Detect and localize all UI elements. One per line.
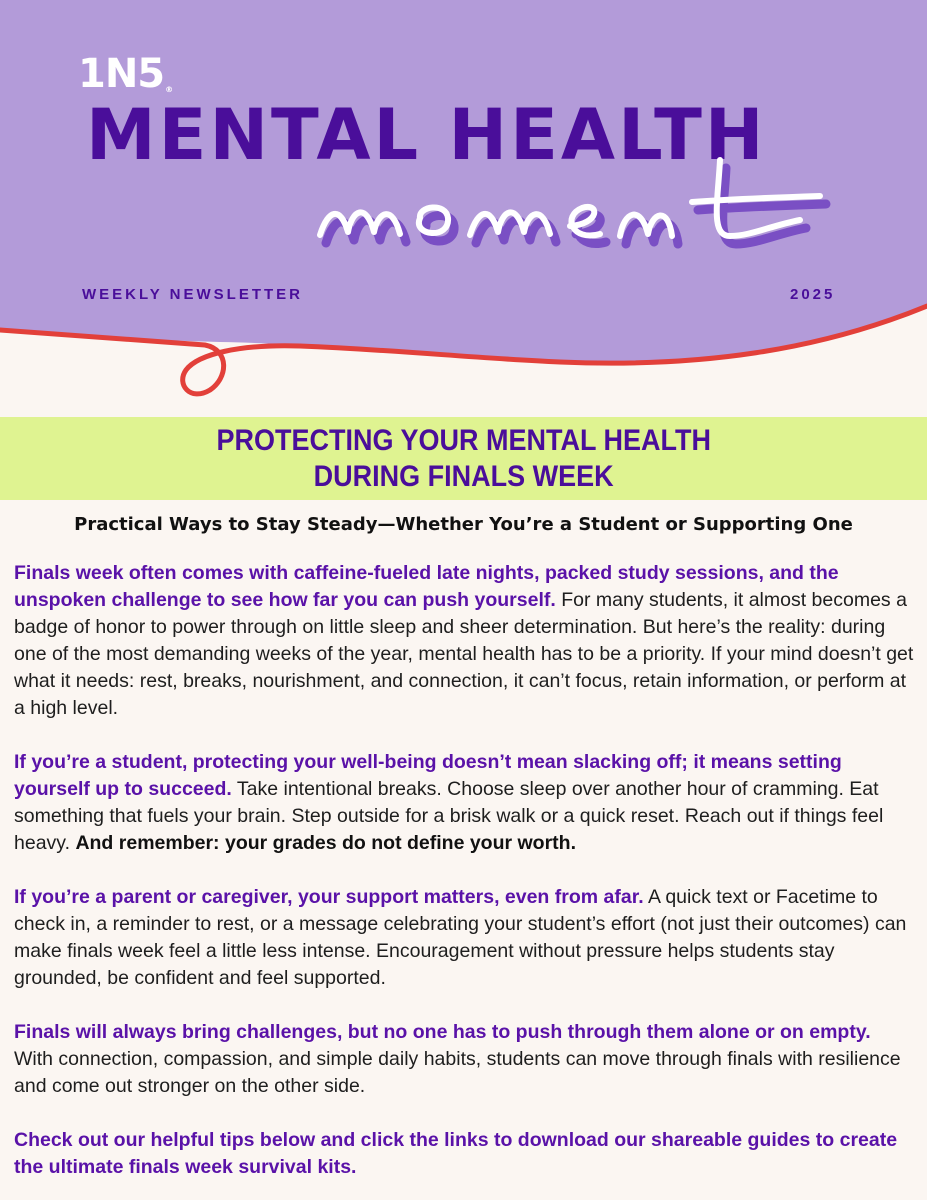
headline-banner	[0, 417, 927, 500]
paragraph-body: For many students, it almost becomes a badge of honor to power through on little sleep and sheer determination. But here’s the reality: during one of the most demanding weeks of the year, mental health has to be a priority. If your mind doesn’t get what it needs: rest, breaks, nourishment, and connection, it can’t focus, retain information, or perform at a high level.	[14, 589, 914, 719]
headline-line-1: PROTECTING YOUR MENTAL HEALTH	[216, 423, 711, 457]
paragraph-body: With connection, compassion, and simple daily habits, students can move through finals with resilience and come out stronger on the other side.	[14, 1048, 901, 1097]
masthead-title: MENTAL HEALTH	[86, 94, 767, 176]
article-subtitle: Practical Ways to Stay Steady—Whether You’re a Student or Supporting One	[74, 514, 853, 535]
paragraph-body: A quick text or Facetime to check in, a reminder to rest, or a message celebrating your student’s effort (not just their outcomes) can make finals week feel a little less intense. Encouragement without pressure helps students stay grounded, be confident and feel supported.	[14, 886, 907, 989]
paragraph-lead: If you’re a student, protecting your well-being doesn’t mean slacking off; it means setting yourself up to succeed.	[14, 751, 842, 800]
newsletter-year: 2025	[790, 286, 836, 303]
paragraph	[14, 1019, 914, 1100]
headline-line-2: DURING FINALS WEEK	[313, 459, 614, 493]
brand-logo: 1N5®	[78, 51, 174, 97]
paragraph-lead: Finals will always bring challenges, but no one has to push through them alone or on empty.	[14, 1021, 871, 1043]
article-body	[14, 560, 914, 1181]
call-to-action: Check out our helpful tips below and click the links to download our shareable guides to create the ultimate finals week survival kits.	[14, 1129, 898, 1178]
moment-script-lettering	[300, 140, 860, 280]
paragraph-body: Take intentional breaks. Choose sleep over another hour of cramming. Eat something that fuels your brain. Step outside for a brisk walk or a quick reset. Reach out if things feel heavy.	[14, 778, 884, 854]
paragraph-lead: If you’re a parent or caregiver, your support matters, even from afar.	[14, 886, 644, 908]
newsletter-label: WEEKLY NEWSLETTER	[82, 286, 304, 303]
paragraph	[14, 560, 914, 722]
paragraph	[14, 884, 914, 992]
paragraph	[14, 749, 914, 857]
masthead	[0, 0, 927, 420]
paragraph-lead: Finals week often comes with caffeine-fueled late nights, packed study sessions, and the unspoken challenge to see how far you can push yourself.	[14, 562, 839, 611]
paragraph-emphasis: And remember: your grades do not define your worth.	[75, 832, 576, 854]
